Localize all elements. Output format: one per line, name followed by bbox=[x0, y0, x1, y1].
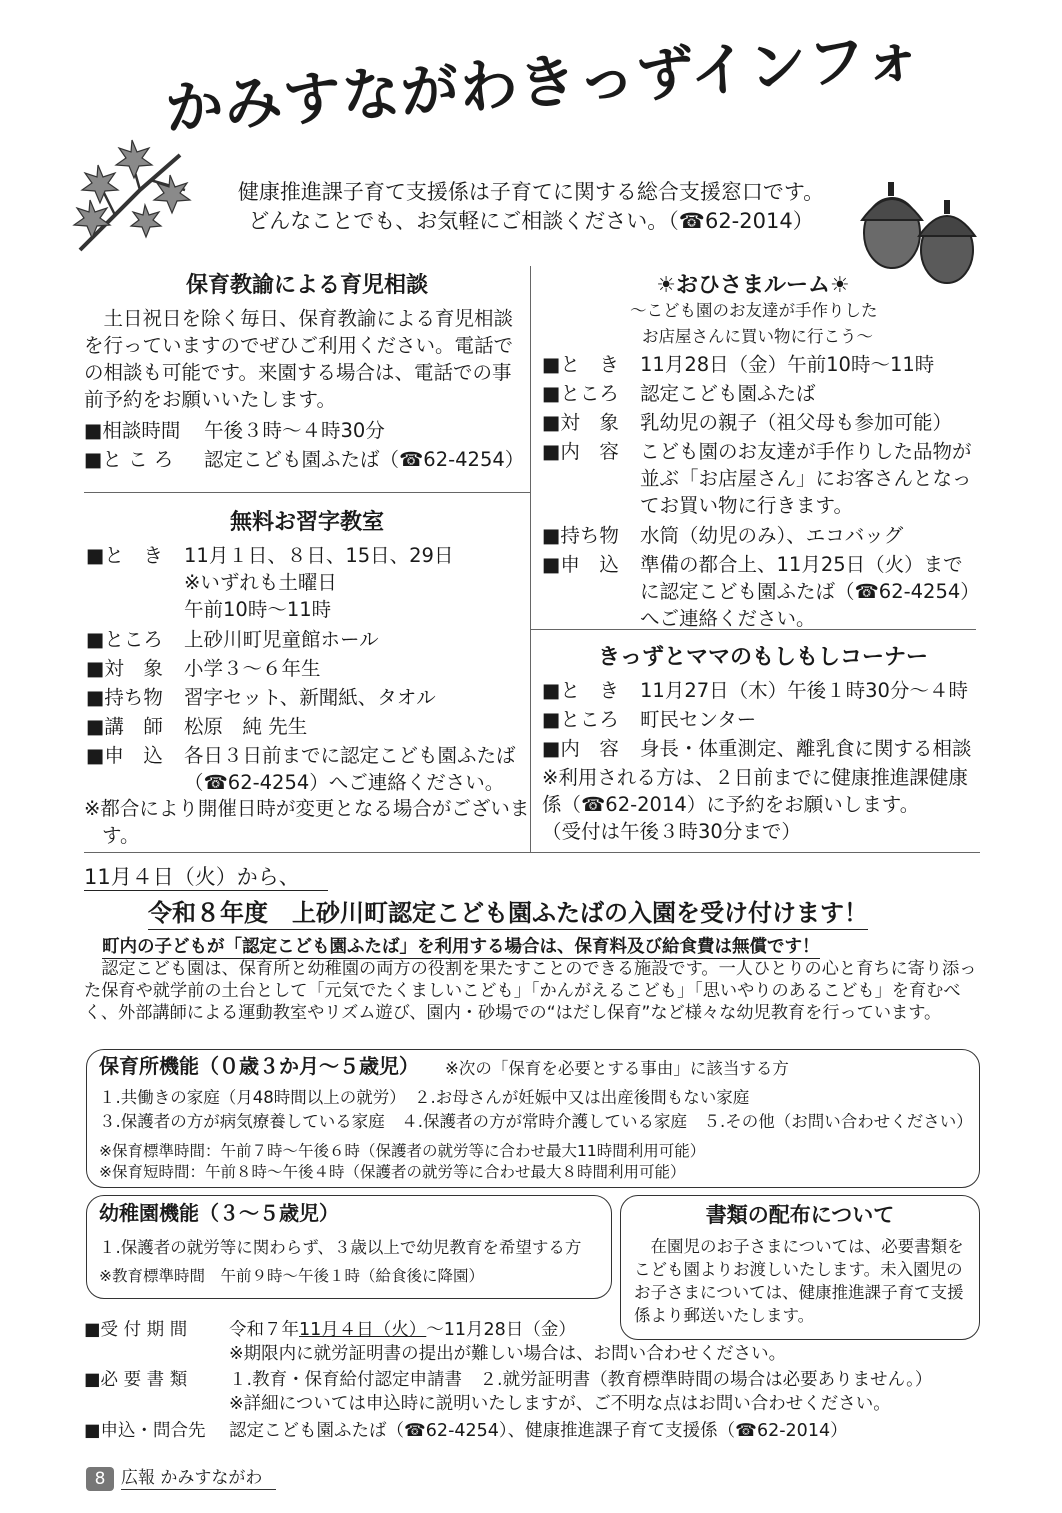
moshimoshi-row bbox=[542, 677, 982, 704]
row-value: 小学３～６年生 bbox=[184, 657, 321, 680]
publication-name: 広報 かみすながわ bbox=[121, 1467, 276, 1490]
moshimoshi-row bbox=[542, 735, 982, 762]
consult-time-label: ■相談時間 bbox=[84, 419, 181, 442]
nursery-title-note: ※次の「保育を必要とする事由」に該当する方 bbox=[445, 1059, 789, 1078]
enroll-headline: 令和８年度 上砂川町認定こども園ふたばの入園を受け付けます！ bbox=[148, 898, 868, 930]
calligraphy-row bbox=[86, 626, 520, 653]
row-value: 習字セット、新聞紙、タオル bbox=[184, 686, 436, 709]
calligraphy-row bbox=[86, 569, 520, 596]
calligraphy-heading: 無料お習字教室 bbox=[229, 510, 384, 535]
row-value: 上砂川町児童館ホール bbox=[184, 628, 379, 651]
row-label: ■対 象 bbox=[86, 657, 163, 680]
row-value: 乳幼児の親子（祖父母も参加可能） bbox=[640, 411, 953, 434]
row-label bbox=[86, 569, 184, 596]
ohisama-row bbox=[542, 522, 972, 549]
row-label: ■持ち物 bbox=[542, 524, 619, 547]
calligraphy-note: ※都合により開催日時が変更となる場合がございます。 bbox=[84, 797, 530, 847]
kinder-line-1: １.保護者の就労等に関わらず、３歳以上で幼児教育を希望する方 bbox=[99, 1238, 582, 1257]
nursery-note-2: ※保育短時間：午前８時～午後４時（保護者の就労等に合わせ最大８時間利用可能） bbox=[99, 1163, 686, 1181]
calligraphy-row bbox=[86, 542, 520, 569]
calligraphy-row bbox=[86, 655, 520, 682]
docs-title: 書類の配布について bbox=[705, 1203, 895, 1227]
docs-value: １.教育・保育給付認定申請書 ２.就労証明書（教育標準時間の場合は必要ありません。） bbox=[229, 1370, 933, 1390]
intro-line-2: どんなことでも、お気軽にご相談ください。（☎62-2014） bbox=[248, 209, 814, 233]
divider-left bbox=[84, 492, 530, 493]
row-label: ■申 込 bbox=[86, 744, 163, 767]
moshimoshi-details bbox=[542, 677, 982, 762]
ohisama-sub-2: お店屋さんに買い物に行こう～ bbox=[642, 327, 873, 346]
calligraphy-details bbox=[86, 542, 520, 796]
nursery-title: 保育所機能（０歳３か月～５歳児） bbox=[99, 1054, 419, 1078]
calligraphy-row bbox=[86, 713, 520, 740]
moshimoshi-note-2: （受付は午後３時30分まで） bbox=[542, 820, 801, 843]
row-label: ■持ち物 bbox=[86, 686, 163, 709]
row-label: ■対 象 bbox=[542, 411, 619, 434]
nursery-note-1: ※保育標準時間：午前７時～午後６時（保護者の就労等に合わせ最大11時間利用可能） bbox=[99, 1142, 706, 1160]
ohisama-sub-1: ～こども園のお友達が手作りした bbox=[630, 301, 878, 320]
row-value: ※いずれも土曜日 bbox=[184, 571, 337, 594]
row-value: 身長・体重測定、離乳食に関する相談 bbox=[640, 737, 972, 760]
row-label: ■内 容 bbox=[542, 440, 619, 463]
row-label: ■と き bbox=[542, 679, 619, 702]
row-label: ■ところ bbox=[542, 708, 619, 731]
consult-place-row bbox=[84, 446, 525, 473]
contact-row bbox=[84, 1419, 848, 1443]
contact-value: 認定こども園ふたば（☎62-4254）、健康推進課子育て支援係（☎62-2014） bbox=[229, 1421, 848, 1441]
docs-body: 在園児のお子さまについては、必要書類をこども園よりお渡しいたします。未入園児のお子さまについては、健康推進課子育て支援係より郵送いたします。 bbox=[634, 1237, 964, 1325]
calligraphy-row bbox=[86, 684, 520, 711]
nursery-line-1: １.共働きの家庭（月48時間以上の就労） ２.お母さんが妊娠中又は出産後間もない家庭 bbox=[99, 1088, 750, 1107]
contact-label: ■申込・問合先 bbox=[84, 1421, 206, 1441]
row-label: ■講 師 bbox=[86, 715, 163, 738]
column-divider bbox=[530, 266, 531, 852]
docs-row bbox=[84, 1368, 932, 1392]
row-value: こども園のお友達が手作りした品物が並ぶ「お店屋さん」にお客さんとなってお買い物に行きます。 bbox=[640, 440, 972, 517]
period-row bbox=[84, 1318, 576, 1342]
enroll-date-line: 11月４日（火）から、 bbox=[84, 864, 328, 891]
moshimoshi-row bbox=[542, 706, 982, 733]
ohisama-row bbox=[542, 409, 972, 436]
consult-heading: 保育教諭による育児相談 bbox=[185, 273, 428, 298]
enroll-free-line: 町内の子どもが「認定こども園ふたば」を利用する場合は、保育料及び給食費は無償です！ bbox=[102, 937, 820, 957]
consult-time-value: 午後３時～４時30分 bbox=[204, 419, 385, 442]
row-value: 11月１日、８日、15日、29日 bbox=[184, 544, 454, 567]
page-title: かみすながわきっずインフォ bbox=[162, 22, 925, 143]
row-value: 11月28日（金）午前10時～11時 bbox=[640, 353, 935, 376]
row-value: 午前10時～11時 bbox=[184, 598, 332, 621]
docs-label: ■必 要 書 類 bbox=[84, 1370, 188, 1390]
period-date: 11月４日（火） bbox=[299, 1320, 427, 1340]
ohisama-row bbox=[542, 438, 972, 519]
ohisama-details bbox=[542, 351, 972, 632]
row-label: ■申 込 bbox=[542, 553, 619, 576]
row-value: 松原 純 先生 bbox=[184, 715, 308, 738]
calligraphy-row bbox=[86, 742, 520, 796]
row-value: 町民センター bbox=[640, 708, 757, 731]
docs-note: ※詳細については申込時に説明いたしますが、ご不明な点はお問い合わせください。 bbox=[229, 1394, 891, 1414]
consult-place-label: ■と こ ろ bbox=[84, 448, 174, 471]
period-note: ※期限内に就労証明書の提出が難しい場合は、お問い合わせください。 bbox=[229, 1344, 787, 1364]
row-label: ■と き bbox=[86, 544, 163, 567]
period-prefix: 令和７年 bbox=[229, 1320, 299, 1340]
kinder-title: 幼稚園機能（３～５歳児） bbox=[99, 1201, 339, 1225]
calligraphy-row bbox=[86, 596, 520, 623]
page-number: 8 bbox=[86, 1467, 114, 1491]
row-label bbox=[86, 596, 184, 623]
moshimoshi-note-1: ※利用される方は、２日前までに健康推進課健康係（☎62-2014）に予約をお願いします。 bbox=[542, 766, 968, 816]
row-value: 11月27日（木）午後１時30分～４時 bbox=[640, 679, 968, 702]
consult-time-row bbox=[84, 417, 520, 444]
row-label: ■と き bbox=[542, 353, 619, 376]
ohisama-row bbox=[542, 551, 972, 632]
row-label: ■ところ bbox=[542, 382, 619, 405]
moshimoshi-heading: きっずとママのもしもしコーナー bbox=[597, 645, 928, 670]
row-value: 認定こども園ふたば bbox=[640, 382, 816, 405]
period-suffix: ～11月28日（金） bbox=[426, 1320, 576, 1340]
consult-place-value: 認定こども園ふたば（☎62-4254） bbox=[204, 448, 525, 471]
row-label: ■ところ bbox=[86, 628, 163, 651]
ohisama-row bbox=[542, 351, 972, 378]
row-value: 水筒（幼児のみ）、エコバッグ bbox=[640, 524, 904, 547]
row-label: ■内 容 bbox=[542, 737, 619, 760]
enroll-body: 認定こども園は、保育所と幼稚園の両方の役割を果たすことのできる施設です。一人ひとりの心と育ちに寄り添った保育や就学前の土台として「元気でたくましいこども」「かんがえるこども」「思いやりのあるこども」を育むべく、外部講師による運動教室やリズム遊び、園内・砂場での“はだし保育”など様々な幼児教育を行っています。 bbox=[84, 959, 977, 1023]
kinder-note: ※教育標準時間 午前９時～午後１時（給食後に降園） bbox=[99, 1267, 484, 1285]
row-value: 各日３日前までに認定こども園ふたば（☎62-4254）へご連絡ください。 bbox=[184, 744, 516, 794]
consult-body: 土日祝日を除く毎日、保育教諭による育児相談を行っていますのでぜひご利用ください。電話での相談も可能です。来園する場合は、電話での事前予約をお願いいたします。 bbox=[84, 307, 514, 411]
divider-main bbox=[84, 852, 980, 853]
period-label: ■受 付 期 間 bbox=[84, 1320, 188, 1340]
ohisama-row bbox=[542, 380, 972, 407]
nursery-line-2: ３.保護者の方が病気療養している家庭 ４.保護者の方が常時介護している家庭 ５.その他（お問い合わせください） bbox=[99, 1112, 973, 1131]
row-value: 準備の都合上、11月25日（火）までに認定こども園ふたば（☎62-4254）へご連絡ください。 bbox=[640, 553, 971, 630]
ohisama-heading: ☀おひさまルーム☀ bbox=[656, 273, 850, 298]
intro-line-1: 健康推進課子育て支援係は子育てに関する総合支援窓口です。 bbox=[237, 180, 825, 204]
